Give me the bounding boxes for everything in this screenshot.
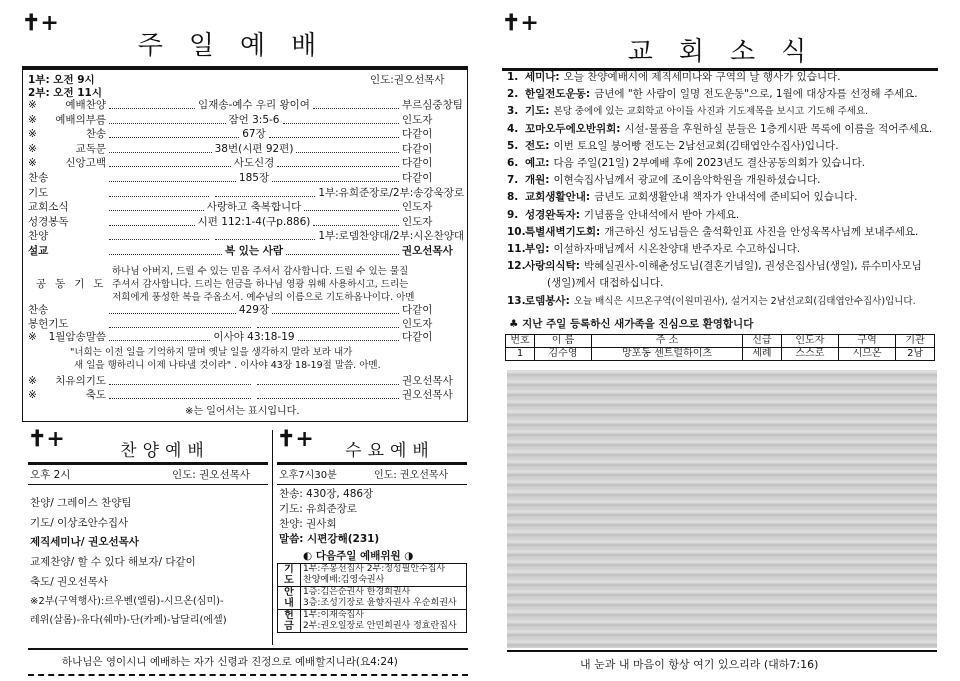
- news-heading: 성경완독자:: [525, 208, 580, 221]
- news-heading: 개원:: [525, 174, 550, 187]
- order-person: 다같이: [402, 142, 433, 155]
- table-header: 번호: [506, 335, 535, 348]
- table-cell: 2남: [896, 348, 935, 361]
- wednesday-line: 찬양: 권사회: [279, 518, 337, 530]
- wednesday-rule: [277, 462, 467, 465]
- news-number: 6.: [507, 157, 519, 169]
- order-row: [28, 375, 464, 388]
- news-heading: 특별새벽기도회:: [525, 225, 601, 238]
- order-content: 사랑하고 축복합니다: [206, 201, 302, 214]
- leader-dots: [269, 137, 399, 138]
- news-number: 7.: [507, 174, 519, 187]
- news-number: 5.: [507, 139, 519, 152]
- news-text: 본당 중에에 있는 교회학교 아이들 사진과 기도제목을 보시고 기도해 주세요.: [553, 106, 869, 118]
- order-row: [28, 114, 464, 127]
- order-row: [28, 157, 464, 170]
- praise-line: 찬양/ 그레이스 찬양팀: [30, 497, 132, 509]
- news-heading: 교회생활안내:: [525, 191, 591, 204]
- wednesday-leader: 인도: 권오선목사: [374, 470, 449, 481]
- news-item: [507, 88, 918, 101]
- news-number: 2.: [507, 88, 519, 101]
- order-label: 기도: [28, 186, 49, 199]
- leader-dots: [109, 181, 236, 182]
- order-person: 다같이: [402, 128, 433, 141]
- leader-dots: [283, 123, 400, 124]
- news-item: [507, 209, 739, 222]
- news-item: [507, 71, 841, 84]
- order-row: [28, 230, 464, 243]
- welcome-heading: ♣ 지난 주일 등록하신 새가족을 진심으로 환영합니다: [509, 318, 754, 330]
- leader-dots: [313, 225, 399, 226]
- page-title: 주일예배: [137, 31, 343, 61]
- order-row: [28, 99, 464, 112]
- news-text: 이설하자매님께서 시온찬양대 반주자로 수고하십니다.: [553, 243, 801, 255]
- table-row: [506, 348, 935, 361]
- order-person: 권오선목사: [402, 245, 453, 257]
- order-content: 시편 112:1-4(구p.886): [197, 215, 311, 228]
- order-row: [28, 187, 464, 200]
- praise-title: 찬양예배: [120, 441, 210, 461]
- leader-dots: [109, 398, 251, 399]
- prayer-label: 공동기도: [36, 278, 113, 290]
- wednesday-line: 기도: 유희준장로: [279, 503, 357, 515]
- prayer-line: 저희에게 풍성한 복을 주옵소서. 예수님의 이름으로 기도하옵나이다. 아멘: [112, 292, 415, 303]
- order-person: 다같이: [402, 172, 433, 184]
- order-row: [28, 304, 464, 317]
- news-heading: 로뎀봉사:: [525, 294, 570, 307]
- service-leader: 인도:권오선목사: [370, 74, 445, 86]
- leader-dots: [109, 340, 210, 341]
- table-cell: 김수영: [535, 348, 592, 361]
- news-item: [507, 174, 820, 187]
- wednesday-title: 수요예배: [345, 441, 435, 461]
- divider: [28, 484, 268, 485]
- order-row: [28, 201, 464, 214]
- news-item: [507, 105, 868, 118]
- leader-dots: [109, 166, 231, 167]
- wednesday-line: 말씀: 시편강해(231): [279, 533, 380, 545]
- order-content: 사도신경: [233, 157, 275, 170]
- leader-dots: [109, 196, 209, 197]
- column-divider: [272, 430, 273, 645]
- newcomer-table: [505, 334, 935, 361]
- order-row: [28, 216, 464, 229]
- order-row: [28, 389, 464, 402]
- order-person: 부르심중창팀: [402, 99, 463, 111]
- news-number: 4.: [507, 122, 519, 135]
- order-row: [28, 172, 464, 185]
- news-number: 8.: [507, 191, 519, 204]
- order-person: 권오선목사: [402, 389, 453, 401]
- praise-line: 제직세미나/ 권오선목사: [30, 536, 139, 548]
- news-text: 이현숙집사님께서 광교에 조이음악학원을 개원하셨습니다.: [553, 174, 821, 187]
- cell-line: 찬양예배:김영숙권사: [303, 575, 385, 585]
- leader-dots: [215, 239, 315, 240]
- table-cell: [301, 564, 467, 587]
- wednesday-time: 오후7시30분: [279, 470, 337, 481]
- table-cell: 시므온: [838, 348, 895, 361]
- order-content: 잠언 3:5-6: [228, 113, 280, 126]
- order-label: ※ 신앙고백: [28, 157, 106, 170]
- praise-line: ※2부(구역행사):르우벤(엘림)-시므온(심미)-: [30, 596, 224, 607]
- order-content: 복 있는 사람: [224, 245, 284, 257]
- leader-dots: [257, 398, 399, 399]
- news-number: 9.: [507, 208, 519, 221]
- order-content: 429장: [238, 304, 270, 316]
- order-person: 인도자: [402, 113, 433, 126]
- news-heading: 예고:: [525, 157, 550, 169]
- order-label: 봉헌기도: [28, 317, 69, 330]
- order-content: 38번(시편 92편): [214, 142, 294, 155]
- news-text: 다음 주일(21일) 2부예배 후에 2023년도 결산공동의회가 있습니다.: [553, 157, 866, 169]
- prayer-line: 주셔서 감사합니다. 드리는 헌금을 하나님 영광 위해 사용하시고, 드리는: [112, 279, 409, 290]
- order-person: 인도자: [402, 201, 433, 214]
- cell-line: 1부:주봉선집사 2부:정성필안수집사: [303, 564, 446, 574]
- order-content: 185장: [238, 172, 270, 184]
- order-label: ※ 예배찬양: [28, 99, 106, 111]
- leader-dots: [272, 313, 399, 314]
- memory-verse-line: 새 일을 행하리니 이제 나타낼 것이라" . 이사야 43장 18-19절 말씀. 아멘.: [74, 360, 381, 371]
- divider: [277, 484, 467, 485]
- order-label: 설교: [28, 245, 49, 257]
- leader-dots: [109, 210, 204, 211]
- table-header: 이 름: [535, 335, 592, 348]
- praise-leader: 인도: 권오선목사: [172, 469, 250, 481]
- leader-dots: [257, 384, 399, 385]
- order-label: 찬송: [28, 172, 49, 184]
- news-item: [507, 295, 916, 308]
- news-item: [507, 226, 918, 239]
- order-label: ※찬송: [28, 128, 106, 141]
- table-header: 구역: [838, 335, 895, 348]
- news-heading: 한일전도운동:: [525, 88, 591, 101]
- table-row: [278, 610, 467, 633]
- order-person: 다같이: [402, 304, 433, 316]
- news-item: [525, 277, 663, 290]
- stand-note: ※는 일어서는 표시입니다.: [185, 406, 300, 417]
- cross-icon: ✝+: [28, 426, 65, 452]
- news-item: [507, 260, 922, 273]
- news-item: [507, 157, 865, 170]
- leader-dots: [296, 152, 399, 153]
- news-number: 13.: [507, 294, 526, 307]
- news-heading: 사랑의식탁:: [525, 260, 580, 273]
- order-label: ※축도: [28, 389, 106, 401]
- table-header-row: [506, 335, 935, 348]
- order-label: ※치유의기도: [28, 375, 106, 387]
- order-person: 1부:유희준장로/2부:송강욱장로: [318, 186, 465, 199]
- table-cell: 안내: [278, 587, 301, 610]
- news-heading: 전도:: [525, 139, 550, 152]
- leader-dots: [109, 384, 251, 385]
- order-label: ※예배의부름: [28, 113, 106, 126]
- order-row: [28, 331, 464, 344]
- memory-verse-line: "너희는 이전 일을 기억하지 말며 옛날 일을 생각하지 말라 보라 내가: [70, 347, 353, 358]
- praise-time: 오후 2시: [30, 469, 71, 481]
- news-text: 기념품을 안내석에서 받아 가세요.: [583, 208, 740, 221]
- news-item: [507, 123, 932, 136]
- table-header: 주 소: [592, 335, 743, 348]
- leader-dots: [109, 254, 222, 255]
- table-cell: 기도: [278, 564, 301, 587]
- news-text: 시설-물품을 후원하실 분들은 1층게시판 목록에 이름을 적어주세요.: [624, 122, 933, 135]
- news-text: 개근하신 성도님들은 출석확인표 사진을 안성욱목사님께 보내주세요.: [604, 225, 919, 238]
- news-heading: 기도:: [525, 105, 550, 118]
- table-header: 기관: [896, 335, 935, 348]
- order-content: 67장: [242, 128, 266, 141]
- news-text: (생일)께서 대접하십니다.: [547, 277, 664, 290]
- news-text: 이번 토요일 붕어빵 전도는 2남선교회(김태엽안수집사)입니다.: [553, 139, 839, 152]
- table-row: [278, 587, 467, 610]
- news-text: 박혜실권사-이해춘성도님(결혼기념일), 권성은집사님(생일), 류수미사모님: [583, 260, 922, 273]
- cell-line: 3층:조성기장로 윤향자권사 우순희권사: [303, 598, 457, 608]
- order-label: 교회소식: [28, 201, 69, 214]
- cross-icon: ✝+: [502, 10, 539, 36]
- leader-dots: [109, 225, 195, 226]
- order-row: [28, 245, 464, 258]
- leader-dots: [286, 254, 399, 255]
- table-cell: 1: [506, 348, 535, 361]
- news-number: 10.: [507, 225, 526, 238]
- footer-rule: [28, 648, 468, 650]
- order-person: 다같이: [402, 331, 433, 343]
- leader-dots: [109, 137, 239, 138]
- leader-dots: [298, 340, 399, 341]
- footer-verse: 내 눈과 내 마음이 항상 여기 있으리라 (대하7:16): [580, 658, 819, 671]
- leader-dots: [272, 181, 399, 182]
- footer-rule: [507, 650, 937, 652]
- table-header: 인도자: [781, 335, 838, 348]
- leader-dots: [109, 239, 209, 240]
- leader-dots: [277, 166, 399, 167]
- news-text: 금년도 교회생활안내 책자가 안내석에 준비되어 있습니다.: [594, 191, 858, 204]
- order-content: 이사야 43:18-19: [213, 331, 295, 343]
- order-row: [28, 128, 464, 141]
- order-label: 찬송: [28, 304, 49, 316]
- praise-rule: [28, 462, 268, 465]
- cross-icon: ✝+: [277, 426, 314, 452]
- cell-line: 1부:이재숙집사: [303, 610, 364, 620]
- news-item: [507, 191, 858, 204]
- next-week-table: [277, 563, 467, 633]
- leader-dots: [215, 196, 315, 197]
- prayer-line: 하나님 아버지, 드릴 수 있는 믿음 주셔서 감사합니다. 드릴 수 있는 물질: [112, 266, 409, 277]
- leader-dots: [109, 152, 212, 153]
- praise-line: 교제찬양/ 할 수 있다 해보자/ 다같이: [30, 556, 196, 568]
- leader-dots: [109, 123, 226, 124]
- order-row: [28, 143, 464, 156]
- order-content: 임재송-예수 우리 왕이여: [198, 99, 310, 111]
- wednesday-line: 찬송: 430장, 486장: [279, 488, 374, 500]
- table-cell: [301, 610, 467, 633]
- table-cell: 세례: [743, 348, 782, 361]
- table-header: 신급: [743, 335, 782, 348]
- service-first: 1부: 오전 9시: [28, 74, 95, 86]
- order-row: [28, 318, 464, 331]
- leader-dots: [109, 313, 236, 314]
- order-person: 다같이: [402, 157, 433, 170]
- order-label: 성경봉독: [28, 215, 69, 228]
- cell-line: 1층:김은순권사 한경희권사: [303, 587, 411, 597]
- footer-verse: 하나님은 영이시니 예배하는 자가 신령과 진정으로 예배할지니라(요4:24): [62, 656, 398, 668]
- news-number: 3.: [507, 105, 519, 118]
- news-number: 12.: [507, 260, 526, 273]
- order-label: ※교독문: [28, 142, 106, 155]
- cross-icon: ✝+: [22, 10, 59, 36]
- table-cell: [301, 587, 467, 610]
- next-week-title: ◐ 다음주일 예배위원 ◑: [303, 550, 414, 562]
- footer-dash: [28, 674, 468, 676]
- news-heading: 꼬마오두에오반위회:: [525, 122, 621, 135]
- order-label: ※1월암송말씀: [28, 331, 106, 343]
- table-cell: 스스로: [781, 348, 838, 361]
- table-cell: 망포동 센트럴하이츠: [592, 348, 743, 361]
- praise-line: 기도/ 이상조안수집사: [30, 517, 129, 529]
- news-item: [507, 140, 839, 153]
- leader-dots: [304, 210, 399, 211]
- news-number: 1.: [507, 71, 519, 83]
- news-text: 금년에 "한 사람이 일명 전도운동"으로, 1월에 대상자를 선정해 주세요.: [594, 88, 918, 101]
- news-text: 오늘 찬양예배시에 제직세미나와 구역의 날 행사가 있습니다.: [563, 71, 841, 83]
- table-row: [278, 564, 467, 587]
- order-person: 인도자: [402, 317, 433, 330]
- praise-line: 축도/ 권오선목사: [30, 576, 108, 588]
- leader-dots: [109, 108, 195, 109]
- news-item: [507, 243, 800, 256]
- order-label: 찬양: [28, 230, 49, 243]
- news-number: 11.: [507, 243, 526, 255]
- blurred-content: [507, 370, 937, 648]
- table-cell: 헌금: [278, 610, 301, 633]
- news-text: 오늘 배식은 시므온구역(이원미권사), 설거지는 2남선교회(김태엽안수집사)입니다.: [573, 295, 916, 307]
- leader-dots: [109, 327, 251, 328]
- news-heading: 부임:: [525, 243, 550, 255]
- leader-dots: [257, 327, 399, 328]
- cell-line: 2부:권오일장로 안민희권사 정효란집사: [303, 621, 457, 631]
- service-second: 2부: 오전 11시: [28, 87, 102, 99]
- leader-dots: [313, 108, 399, 109]
- order-person: 1부:로뎀찬양대/2부:시온찬양대: [318, 230, 465, 243]
- order-person: 인도자: [402, 215, 433, 228]
- praise-line: 레위(살롬)-유다(쉐마)-단(카페)-납달리(에셀): [30, 615, 227, 626]
- order-person: 권오선목사: [402, 375, 453, 387]
- news-heading: 세미나:: [525, 71, 560, 83]
- news-title: 교회소식: [627, 37, 833, 67]
